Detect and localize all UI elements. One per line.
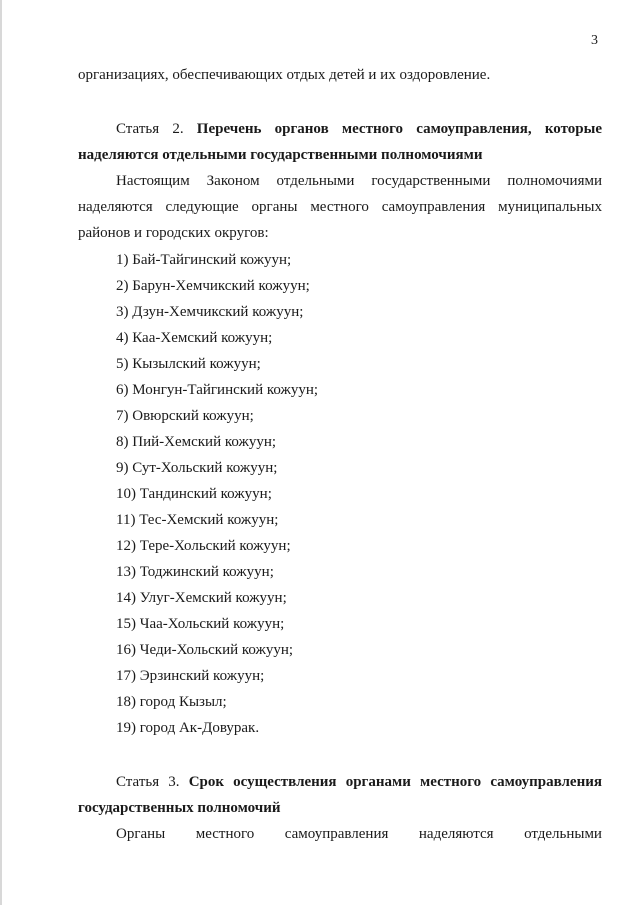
list-item: 11) Тес-Хемский кожуун; <box>116 512 279 528</box>
para-word: наделяются <box>78 199 153 215</box>
list-item: 4) Каа-Хемский кожуун; <box>116 330 273 346</box>
article3-title-word: Срок <box>188 774 225 790</box>
para-word: Законом <box>206 173 260 189</box>
article3-title-word: органами <box>345 774 411 790</box>
article2-title-word: местного <box>341 121 404 137</box>
page-left-edge <box>0 0 2 905</box>
article2-number: 2. <box>172 121 184 137</box>
para-word: Органы <box>116 826 166 842</box>
para-word: отдельными <box>524 826 602 842</box>
para-word: самоуправления <box>381 199 486 215</box>
article3-title-word: местного <box>420 774 482 790</box>
para-word: следующие <box>165 199 239 215</box>
list-item: 9) Сут-Хольский кожуун; <box>116 460 278 476</box>
list-item: 5) Кызылский кожуун; <box>116 356 261 372</box>
para-word: местного <box>195 826 255 842</box>
para-word: полномочиями <box>507 173 602 189</box>
article3-label: Статья <box>116 774 160 790</box>
list-item: 19) город Ак-Довурак. <box>116 720 260 736</box>
article2-title-word: самоуправления, <box>416 121 532 137</box>
para-word: органы <box>251 199 298 215</box>
para-word: муниципальных <box>498 199 602 215</box>
article2-heading-line1 <box>116 120 602 138</box>
article2-para-line2 <box>78 198 602 216</box>
list-item: 3) Дзун-Хемчикский кожуун; <box>116 304 304 320</box>
article2-para-line1 <box>116 172 602 190</box>
page-number: 3 <box>591 33 598 48</box>
article3-heading-line1 <box>116 773 602 791</box>
para-word: Настоящим <box>116 173 190 189</box>
article2-title-word: органов <box>274 121 329 137</box>
list-item: 6) Монгун-Тайгинский кожуун; <box>116 382 319 398</box>
list-item: 10) Тандинский кожуун; <box>116 486 272 502</box>
list-item: 8) Пий-Хемский кожуун; <box>116 434 277 450</box>
list-item: 16) Чеди-Хольский кожуун; <box>116 642 294 658</box>
para-word: самоуправления <box>284 826 389 842</box>
para-word: наделяются <box>418 826 494 842</box>
article2-title-word: Перечень <box>196 121 262 137</box>
article3-heading-line2: государственных полномочий <box>78 800 281 816</box>
list-item: 2) Барун-Хемчикский кожуун; <box>116 278 310 294</box>
article3-number: 3. <box>168 774 180 790</box>
para-word: государственными <box>371 173 491 189</box>
article2-heading-line2: наделяются отдельными государственными полномочиями <box>78 147 483 163</box>
para-word: отдельными <box>276 173 355 189</box>
article3-title-word: осуществления <box>233 774 337 790</box>
list-item: 15) Чаа-Хольский кожуун; <box>116 616 285 632</box>
article2-label: Статья <box>116 121 160 137</box>
list-item: 18) город Кызыл; <box>116 694 227 710</box>
list-item: 17) Эрзинский кожуун; <box>116 668 265 684</box>
article2-title-word: которые <box>544 121 602 137</box>
article3-para-line1 <box>116 825 602 843</box>
article2-para-line3: районов и городских округов: <box>78 225 269 241</box>
list-item: 7) Овюрский кожуун; <box>116 408 254 424</box>
list-item: 1) Бай-Тайгинский кожуун; <box>116 252 292 268</box>
list-item: 14) Улуг-Хемский кожуун; <box>116 590 287 606</box>
para-word: местного <box>310 199 369 215</box>
list-item: 13) Тоджинский кожуун; <box>116 564 274 580</box>
intro-line: организациях, обеспечивающих отдых детей и их оздоровление. <box>78 67 491 83</box>
article3-title-word: самоуправления <box>490 774 602 790</box>
list-item: 12) Тере-Хольский кожуун; <box>116 538 291 554</box>
